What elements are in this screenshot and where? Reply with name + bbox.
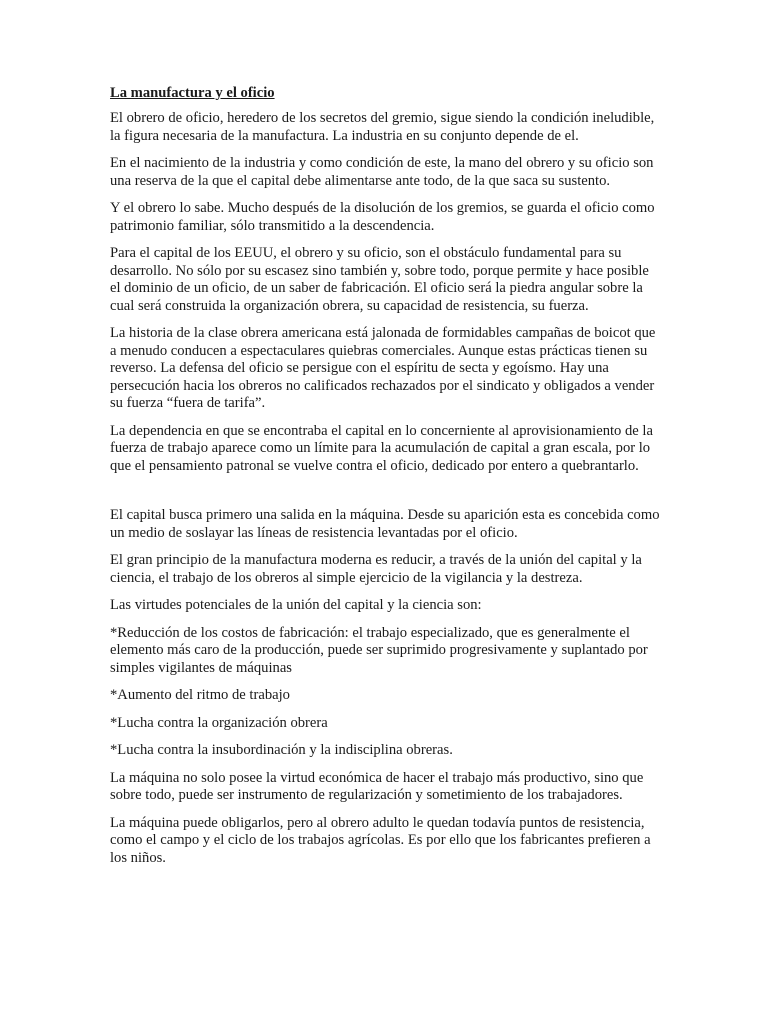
paragraph: El capital busca primero una salida en la máquina. Desde su aparición esta es concebida como un medio de soslayar las líneas de resistencia levantadas por el oficio. — [110, 507, 660, 541]
list-item: *Aumento del ritmo de trabajo — [110, 687, 290, 703]
list-item: *Reducción de los costos de fabricación: el trabajo especializado, que es generalmente el elemento más caro de la producción, puede ser suprimido progresivamente y suplantado por simples vigilantes de máquinas — [110, 624, 648, 676]
paragraph: El gran principio de la manufactura moderna es reducir, a través de la unión del capital y la ciencia, el trabajo de los obreros al simple ejercicio de la vigilancia y la destreza. — [110, 552, 642, 586]
paragraph: Y el obrero lo sabe. Mucho después de la disolución de los gremios, se guarda el oficio como patrimonio familiar, sólo transmitido a la descendencia. — [110, 200, 655, 234]
list-item: *Lucha contra la organización obrera — [110, 714, 328, 731]
paragraph: La máquina no solo posee la virtud económica de hacer el trabajo más productivo, sino que sobre todo, puede ser instrumento de regularización y sometimiento de los trabajadores. — [110, 769, 644, 803]
paragraph: La máquina puede obligarlos, pero al obrero adulto le quedan todavía puntos de resistencia, como el campo y el ciclo de los trabajos agrícolas. Es por ello que los fabricantes prefieren a los niños. — [110, 814, 651, 866]
paragraph: La dependencia en que se encontraba el capital en lo concerniente al aprovisionamiento de la fuerza de trabajo aparece como un límite para la acumulación de capital a gran escala, por lo que el pensamiento patronal se vuelve contra el oficio, dedicado por entero a quebrantarlo. — [110, 422, 653, 474]
paragraph: Las virtudes potenciales de la unión del capital y la ciencia son: — [110, 597, 482, 613]
document-page — [110, 84, 662, 877]
paragraph: En el nacimiento de la industria y como condición de este, la mano del obrero y su oficio son una reserva de la que el capital debe alimentarse ante todo, de la que saca su sustento. — [110, 155, 654, 189]
paragraph: Para el capital de los EEUU, el obrero y su oficio, son el obstáculo fundamental para su desarrollo. No sólo por su escasez sino también y, sobre todo, porque permite y hace posible el dominio de un oficio, de un saber de fabricación. El oficio será la piedra angular sobre la cual será construida la organización obrera, su capacidad de resistencia, su fuerza. — [110, 245, 649, 314]
paragraph: El obrero de oficio, heredero de los secretos del gremio, sigue siendo la condición ineludible, la figura necesaria de la manufactura. La industria en su conjunto depende de el. — [110, 110, 655, 144]
document-title: La manufactura y el oficio — [110, 85, 275, 101]
paragraph: La historia de la clase obrera americana está jalonada de formidables campañas de boicot que a menudo conducen a espectaculares quiebras comerciales. Aunque estas prácticas tienen su reverso. La defensa del oficio se persigue con el espíritu de secta y egoísmo. Hay una persecución hacia los obreros no calificados rechazados por el sindicato y obligados a vender su fuerza “fuera de tarifa”. — [110, 325, 656, 411]
list-item: *Lucha contra la insubordinación y la indisciplina obreras. — [110, 742, 453, 758]
